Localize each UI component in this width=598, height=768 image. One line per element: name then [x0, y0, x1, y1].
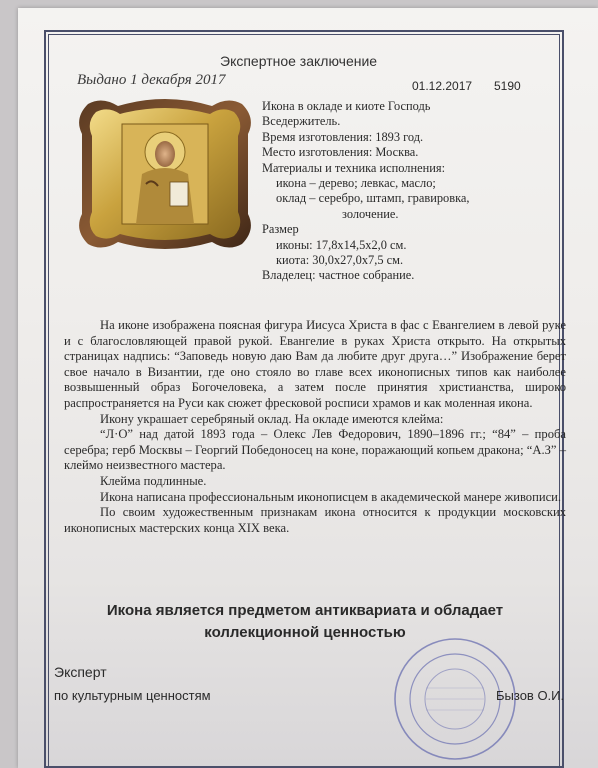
spec-line: иконы: 17,8x14,5x2,0 см. — [276, 237, 407, 252]
spec-line: Материалы и техника исполнения: — [262, 160, 446, 175]
paragraph: Клейма подлинные. — [100, 473, 207, 488]
paragraph: “Л·О” над датой 1893 года – Олекс Лев Федорович, 1890–1896 гг.; “84” – проба серебра; герб Москвы – Георгий Победоносец на коне, поражающий копьем дракона; “А.З” – клеймо неизвестного мастера. — [64, 427, 566, 473]
spec-line: Икона в окладе и киоте Господь — [262, 99, 431, 113]
description-body — [64, 318, 566, 536]
spec-line: Размер — [262, 222, 299, 237]
spec-line: киота: 30,0x27,0x7,5 см. — [276, 253, 404, 268]
spec-line: икона – дерево; левкас, масло; — [276, 176, 436, 191]
paragraph: На иконе изображена поясная фигура Иисуса Христа в фас с Евангелием в левой руке и с благословляющей правой рукой. Евангелие в руках Христа открыто. На открытых страницах надпись: “Заповедь новую даю Вам да любите друг друга…” Изображение берет свое начало в Византии, где оно стояло во главе всех иконописных типов как наиболее возвышенный образ Богочеловека, а затем после принятия христианства, широко распространяется на Руси как сюжет фресковой росписи храмов и как моленная икона. — [64, 318, 566, 410]
conclusion-line: коллекционной ценностью — [204, 624, 406, 641]
paragraph: По своим художественным признакам икона относится к продукции московских иконописных мастерских конца XIX века. — [64, 505, 566, 535]
expert-role: Эксперт — [54, 664, 107, 680]
issued-note: Выдано 1 декабря 2017 — [77, 72, 226, 88]
spec-line: Владелец: частное собрание. — [262, 268, 415, 283]
expert-role-detail: по культурным ценностям — [54, 688, 211, 703]
paragraph: Икону украшает серебряный оклад. На окладе имеются клейма: — [100, 411, 444, 426]
spec-line: Место изготовления: Москва. — [262, 145, 419, 160]
spec-line: Вседержитель. — [262, 114, 341, 129]
document-date: 01.12.2017 — [412, 79, 473, 93]
paragraph: Икона написана профессиональным иконописцем в академической манере живописи. — [100, 489, 562, 504]
spec-line: Время изготовления: 1893 год. — [262, 129, 424, 144]
document-number: 5190 — [494, 79, 521, 93]
spec-line: золочение. — [342, 206, 399, 221]
icon-photo — [72, 94, 258, 254]
spec-line: оклад – серебро, штамп, гравировка, — [276, 191, 470, 206]
document-title: Экспертное заключение — [220, 53, 378, 69]
expert-name: Бызов О.И. — [496, 688, 565, 703]
icon-specs — [262, 99, 470, 284]
conclusion-line: Икона является предметом антиквариата и обладает — [106, 602, 504, 619]
